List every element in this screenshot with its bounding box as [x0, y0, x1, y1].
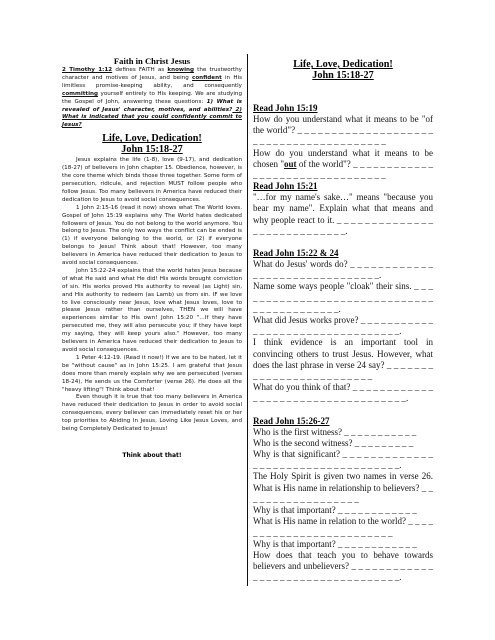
question-why-important-2: Why is that important? _ _ _ _ _ _ _ _ _ _ _ _ — [253, 538, 417, 549]
paragraph-2: 1 John 2:15-16 (read it now) shows what The World loves. Gospel of John 15:19 explains why The World hates dedicated followers of Jesus. You do not belong to the world anymore. You belong to Jesus. The only two ways the conflict can be ended is (1) if everyone belonging to the world, or (2) if everyone belongs to Jesus! Think about that! However, too many believers in America have reduced their dedication to Jesus to avoid social consequences. — [62, 204, 242, 267]
paragraph-4: 1 Peter 4:12-19. (Read it now!) If we are to be hated, let it be "without cause" as in John 15:25. I am grateful that Jesus does more than merely explain why we are persecuted (verses 18-24), He sends us the Comforter (verse 26). He does all the "heavy lifting"! Think about that! — [62, 354, 242, 393]
left-column — [62, 54, 242, 459]
lesson-heading: Life, Love, Dedication! — [102, 133, 202, 145]
question-what-think: What do you think of that? _ _ _ _ _ _ _ _ _ _ _ _ _ _ _ _ _ _ _ _ _ _ _ _ _ _ _ _ _ _ _ _ _ _ _. — [253, 382, 433, 404]
question-why-important-1: Why is that important? _ _ _ _ _ _ _ _ _ _ _ _ — [253, 505, 417, 516]
section-heading-15-26-27: Read John 15:26-27 — [253, 415, 330, 426]
lesson-passage: John 15:18-27 — [121, 144, 183, 156]
column-divider — [247, 54, 248, 586]
question-name-sake: "…for my name's sake…" means "because you bear my name". Explain what that means and why people react to it. _ _ _ _ _ _ _ _ _ _ _ _ _ _ _ _ _ _ _ _ _ _ _ _ _ _ _ _. — [253, 192, 433, 236]
paragraph-5: Even though it is true that too many believers in America have reduced their dedication to Jesus in order to avoid social consequences, every believer can immediately reset his or her top priorities to Abiding In Jesus, Loving Like Jesus Loves, and being Completely Dedicated to Jesus! — [62, 394, 242, 433]
faith-intro: 2 Timothy 1:12 defines FAITH as knowing the trustworthy character and motives of Jesus, and being confident in His limitless promise-keeping ability, and consequently committing yourself entirely to His keeping. We are studying the Gospel of John, answering these questions: 1) What is revealed of Jesus' character, motives, and abilities? 2) What is indicated that you could confidently commit to Jesus? — [62, 67, 242, 129]
question-first-witness: Who is the first witness? _ _ _ _ _ _ _ _ _ _ _ — [253, 426, 417, 437]
question-behave: How does that teach you to behave towards believers and unbelievers? _ _ _ _ _ _ _ _ _ _ _ _ _ _ _ _ _ _ _ _ _ _ _ _ _ _ _ _ _ _ _ _ _ _. — [253, 549, 433, 583]
question-of-the-world: How do you understand what it means to be "of the world"? _ _ _ _ _ _ _ _ _ _ _ _ _ _ _ _ _ _ _ _ _ _ _ _ _ _ _ _ _ _ _ _ _ _ _ _ _ _ _ _ — [253, 114, 433, 147]
question-significant: Why is that significant? _ _ _ _ _ _ _ _ _ _ _ _ _ _ _ _ _ _ _ _ _ _ _ _ _ _ _ _ _ _ _ _ _ _ _. — [253, 449, 433, 471]
section-heading-15-21: Read John 15:21 — [253, 181, 318, 192]
worksheet-title: Life, Love, Dedication! — [293, 59, 393, 70]
question-jesus-words: What do Jesus' words do? _ _ _ _ _ _ _ _ _ _ _ _ _ _ _ _ _ _ _ _ _ _ _ _ _ _ _ _ _ _ _. — [253, 259, 433, 281]
worksheet-passage: John 15:18-27 — [312, 70, 374, 81]
faith-title: Faith in Christ Jesus — [113, 56, 191, 66]
question-chosen-out: How do you understand what it means to be chosen "out of the world"? _ _ _ _ _ _ _ _ _ _ _ _ _ _ _ _ _ _ _ _ _ _ _ _ _ _ _ _ _ _ _ _ — [253, 147, 433, 181]
section-heading-15-19: Read John 15:19 — [253, 103, 318, 113]
question-second-witness: Who is the second witness? _ _ _ _ _ _ _ _ _ — [253, 437, 414, 448]
closing-line: Think about that! — [122, 451, 182, 459]
right-column — [253, 54, 433, 584]
paragraph-1: Jesus explains the life (1-8), love (9-17), and dedication (18-27) of believers in John chapter 15. Obedience, however, is the core theme which binds those three together. Some form of persecution, ridicule, and rejection MUST follow people who follow Jesus. Too many believers in America have reduced their dedication to Jesus to avoid social consequences. — [62, 157, 242, 203]
section-heading-15-22-24: Read John 15:22 & 24 — [253, 248, 339, 259]
question-cloak-sins: Name some ways people "cloak" their sins. _ _ _ _ _ _ _ _ _ _ _ _ _ _ _ _ _ _ _ _ _ _ _ _ _ _ _ _ _ _ _ _ _ _ _ _ _ _ _ _ _ _ _. — [253, 281, 433, 314]
question-spirit-names: The Holy Spirit is given two names in verse 26. What is His name in relationship to believers? _ _ _ _ _ _ _ _ _ _ _ _ _ _ _ _ _ _ — [253, 471, 433, 504]
question-works-prove: What did Jesus works prove? _ _ _ _ _ _ _ _ _ _ _ _ _ _ _ _ _ _ _ _ _ _ _ _ _ _ _ _ _ _ _ _ _. — [253, 315, 433, 337]
question-name-world: What is His name in relation to the world? _ _ _ _ _ _ _ _ _ _ _ _ _ _ _ _ _ _ _ _ _ _ _ _ _ — [253, 516, 433, 538]
question-evidence: I think evidence is an important tool in convincing others to trust Jesus. However, what does the last phrase in verse 24 say? _ _ _ _ _ _ _ _ _ _ _ _ _ _ _ _ _ _ _ _ _ _ _ _ _ — [253, 337, 433, 382]
paragraph-3: John 15:22-24 explains that the world hates Jesus because of what He said and what He did! His words brought conviction of sin. His works proved His authority to reveal (as Light) sin, and His authority to redeem (as Lamb) us from sin. IF we love to live consciously near Jesus, love what Jesus loves, love to please Jesus rather than ourselves, THEN we will have experiences similar to His own! John 15:20 "…If they have persecuted me, they will also persecute you; if they have kept my saying, they will keep yours also." However, too many believers in America have reduced their dedication to Jesus to avoid social consequences. — [62, 267, 242, 353]
